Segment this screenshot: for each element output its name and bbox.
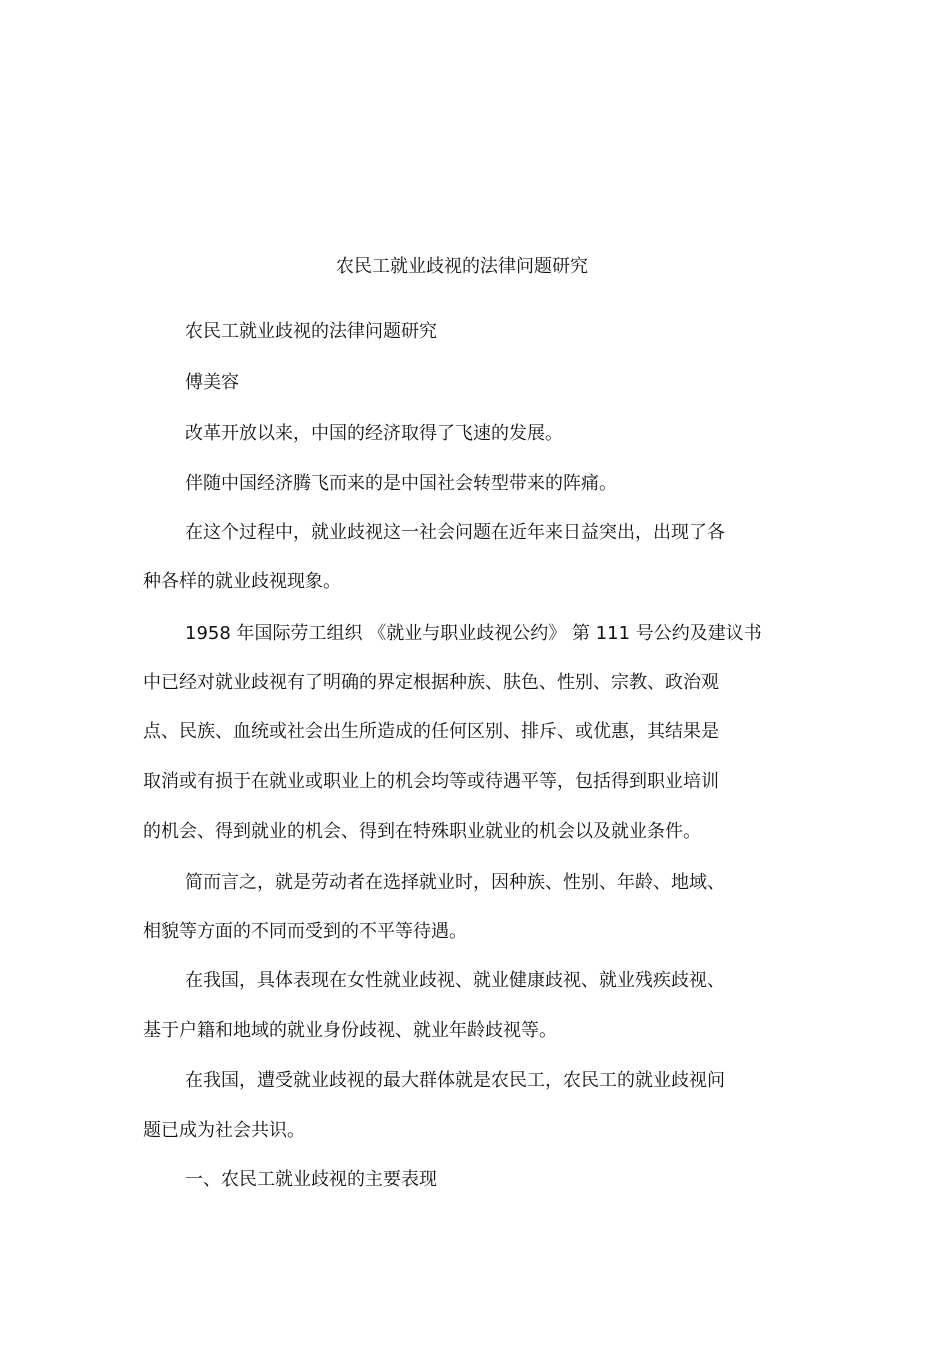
- paragraph-line: 在我国，遭受就业歧视的最大群体就是农民工，农民工的就业歧视问: [185, 1070, 725, 1091]
- paragraph-line: 简而言之，就是劳动者在选择就业时，因种族、性别、年龄、地域、: [185, 872, 725, 893]
- paragraph-line: 伴随中国经济腾飞而来的是中国社会转型带来的阵痛。: [185, 473, 617, 494]
- paragraph-line: 在我国，具体表现在女性就业歧视、就业健康歧视、就业残疾歧视、: [185, 970, 725, 991]
- paragraph-line: 基于户籍和地域的就业身份歧视、就业年龄歧视等。: [143, 1020, 557, 1041]
- paragraph-line: 点、民族、血统或社会出生所造成的任何区别、排斥、或优惠，其结果是: [143, 721, 719, 742]
- paragraph-line: 中已经对就业歧视有了明确的界定根据种族、肤色、性别、宗教、政治观: [143, 672, 719, 693]
- paragraph-line: 相貌等方面的不同而受到的不平等待遇。: [143, 921, 467, 942]
- document-title: 农民工就业歧视的法律问题研究: [336, 256, 588, 277]
- paragraph-line: 取消或有损于在就业或职业上的机会均等或待遇平等，包括得到职业培训: [143, 771, 719, 792]
- paragraph-line: 改革开放以来，中国的经济取得了飞速的发展。: [185, 423, 563, 444]
- paragraph-line: 的机会、得到就业的机会、得到在特殊职业就业的机会以及就业条件。: [143, 821, 701, 842]
- paragraph-line: 1958 年国际劳工组织 《就业与职业歧视公约》 第 111 号公约及建议书: [185, 623, 762, 644]
- paragraph-line: 种各样的就业歧视现象。: [143, 571, 341, 592]
- subtitle-line: 农民工就业歧视的法律问题研究: [185, 321, 437, 342]
- section-heading: 一、农民工就业歧视的主要表现: [185, 1169, 437, 1190]
- paragraph-line: 在这个过程中，就业歧视这一社会问题在近年来日益突出，出现了各: [185, 522, 725, 543]
- paragraph-line: 题已成为社会共识。: [143, 1120, 305, 1141]
- author-line: 傅美容: [185, 372, 239, 393]
